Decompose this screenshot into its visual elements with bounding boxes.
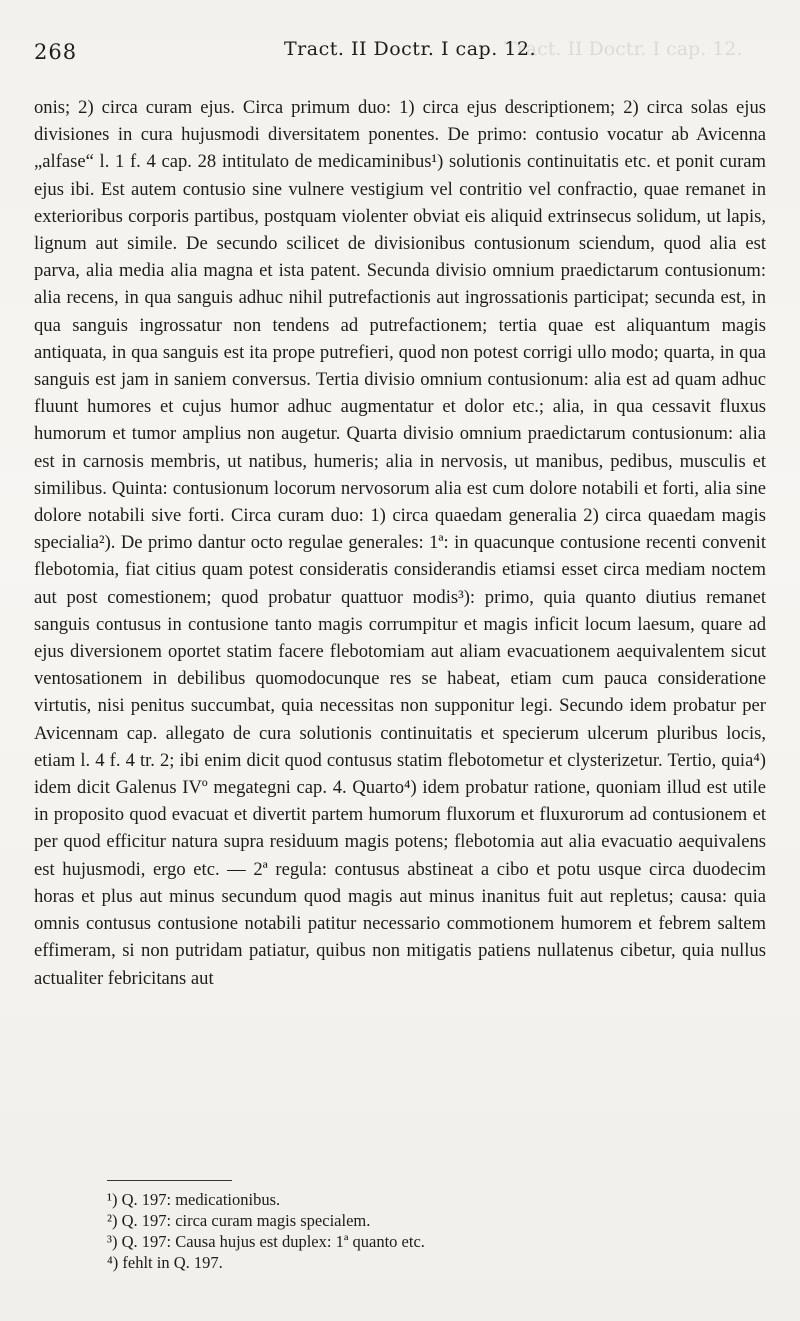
- footnote-2: ²) Q. 197: circa curam magis specialem.: [107, 1211, 371, 1230]
- footnote-rule: [107, 1180, 232, 1181]
- body-paragraph: onis; 2) circa curam ejus. Circa primum duo: 1) circa ejus descriptionem; 2) circa solas ejus divisiones in cura hujusmodi diversitatem ponentes. De primo: contusio vocatur ab Avicenna „alfase“ l. 1 f. 4 cap. 28 intitulato de medicaminibus¹) solutionis continuitatis etc. et ponit curam ejus ibi. Est autem contusio sine vulnere vestigium vel contritio vel confractio, quae remanet in exterioribus corporis partibus, postquam violenter obviat eis aliquid extrinsecus solidum, ut lapis, lignum aut simile. De secundo scilicet de divisionibus contusionum sciendum, quod alia est parva, alia media alia magna et ista patent. Secunda divisio omnium praedictarum contusionum: alia recens, in qua sanguis adhuc nihil putrefactionis aut ingrossationis participat; secunda est, in qua sanguis ingrossatur non tendens ad putrefactionem; tertia quae est aliquantum magis antiquata, in qua sanguis est ita prope putrefieri, quod non potest corrigi ullo modo; quarta, in qua sanguis est jam in saniem conversus. Tertia divisio omnium contusionum: alia est ad quam adhuc fluunt humores et cujus humor adhuc augmentatur et dolor etc.; alia, in qua cessavit fluxus humorum et tumor amplius non augetur. Quarta divisio omnium praedictarum contusionum: alia est in carnosis membris, ut natibus, humeris; alia in nervosis, ut manibus, pedibus, musculis et similibus. Quinta: contusionum locorum nervosorum alia est cum dolore notabili et forti, alia sine dolore notabili sive forti. Circa curam duo: 1) circa quaedam generalia 2) circa quaedam magis specialia²). De primo dantur octo regulae generales: 1ª: in quacunque contusione recenti convenit flebotomia, fiat citius quam potest consideratis considerandis etiamsi esset circa mediam noctem aut post comestionem; quod probatur quattuor modis³): primo, quia quanto diutius remanet sanguis contusus in contusione tanto magis corrumpitur et magis inficit locum laesum, quare ad ejus diversionem oportet statim facere flebotomiam aut aliam evacuationem aequivalentem sicut ventosationem in debilibus quomodocunque res se habeat, etiam cum pauca consideratione virtutis, nisi penitus succumbat, quia necessitas non supponitur legi. Secundo idem probatur per Avicennam cap. allegato de cura solutionis continuitatis et specierum ulcerum pluribus locis, etiam l. 4 f. 4 tr. 2; ibi enim dicit quod contusus statim flebotometur et clysterizetur. Tertio, quia⁴) idem dicit Galenus IVº megategni cap. 4. Quarto⁴) idem probatur ratione, quoniam illud est utile in proposito quod evacuat et divertit partem humorum fluxorum et fluxurorum ad contusionem et per quod efficitur natura supra residuum magis potens; flebotomia aut alia evacuatio aequivalens est hujusmodi, ergo etc. — 2ª regula: contusus abstineat a cibo et potu usque circa duodecim horas et plus aut minus secundum quod magis aut minus inanitus fuit aut repletus; causa: quia omnis contusus contusione notabili patitur necessario commotionem humorem et febrem saltem effimeram, si non putridam patiatur, quibus non mitigatis patiens nullatenus cibetur, quia nullus actualiter febricitans aut: [34, 97, 766, 989]
- running-title: Tract. II Doctr. I cap. 12.: [284, 38, 536, 60]
- footnote-4: ⁴) fehlt in Q. 197.: [107, 1253, 223, 1272]
- footnote-1: ¹) Q. 197: medicationibus.: [107, 1190, 281, 1209]
- bleed-through-text: Tract. II Doctr. I cap. 12.: [504, 38, 743, 60]
- footnotes: [34, 1189, 766, 1273]
- page-number: 268: [34, 40, 78, 64]
- page-header: [34, 34, 766, 94]
- main-text: [34, 94, 766, 1176]
- footnote-3: ³) Q. 197: Causa hujus est duplex: 1ª quanto etc.: [107, 1232, 425, 1251]
